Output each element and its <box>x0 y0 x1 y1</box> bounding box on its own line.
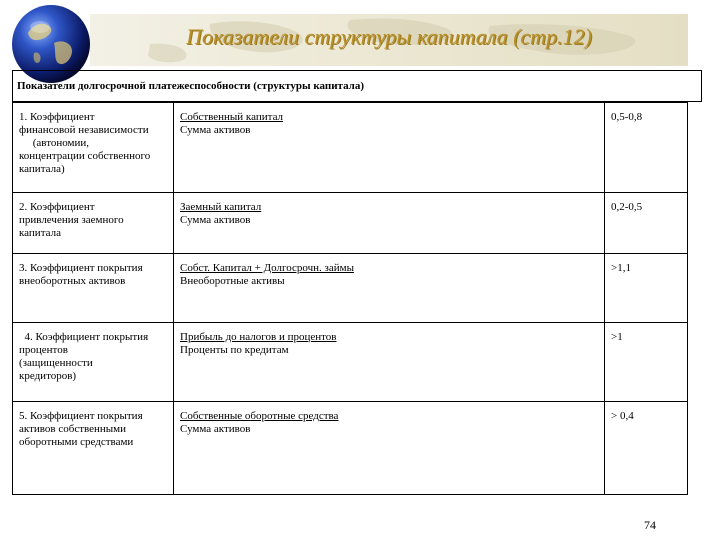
formula-numerator: Собст. Капитал + Долгосрочн. займы <box>180 262 354 274</box>
ratio-name-line: оборотными средствами <box>19 436 134 448</box>
ratio-name-line: капитала) <box>19 163 65 175</box>
ratio-formula-cell <box>174 103 605 193</box>
ratio-name-line: 4. Коэффициент покрытия <box>19 331 149 343</box>
ratio-formula-cell <box>174 323 605 402</box>
ratio-name-cell <box>13 323 174 402</box>
ratio-norm-cell: 0,2-0,5 <box>605 193 688 254</box>
ratio-name-line: (автономии, <box>19 137 90 149</box>
table-row <box>13 103 688 193</box>
ratio-norm-cell: >1,1 <box>605 254 688 323</box>
ratio-formula-cell <box>174 254 605 323</box>
ratio-name-line: привлечения заемного <box>19 214 124 226</box>
formula-numerator: Собственные оборотные средства <box>180 410 339 422</box>
ratio-name-cell <box>13 103 174 193</box>
ratio-name-line: 2. Коэффициент <box>19 201 95 213</box>
ratio-name-line: финансовой независимости <box>19 124 149 136</box>
ratio-formula-cell <box>174 193 605 254</box>
ratio-name-line: 5. Коэффициент покрытия <box>19 410 143 422</box>
formula-denominator: Внеоборотные активы <box>180 275 285 287</box>
ratio-name-line: 1. Коэффициент <box>19 111 95 123</box>
title-banner <box>90 14 688 66</box>
formula-denominator: Сумма активов <box>180 423 251 435</box>
formula-numerator: Заемный капитал <box>180 201 262 213</box>
ratio-name-cell <box>13 254 174 323</box>
page-number: 74 <box>644 518 656 532</box>
ratio-name-line: (защищенности <box>19 357 93 369</box>
formula-numerator: Прибыль до налогов и процентов <box>180 331 337 343</box>
ratio-name-cell <box>13 193 174 254</box>
ratios-table <box>12 102 688 495</box>
slide-title: Показатели структуры капитала (стр.12) <box>186 24 592 49</box>
table-row <box>13 323 688 402</box>
ratio-norm-cell: >1 <box>605 323 688 402</box>
formula-denominator: Сумма активов <box>180 124 251 136</box>
ratio-name-line: капитала <box>19 227 61 239</box>
table-row <box>13 193 688 254</box>
ratio-name-line: концентрации собственного <box>19 150 151 162</box>
ratio-formula-cell <box>174 402 605 495</box>
formula-denominator: Проценты по кредитам <box>180 344 289 356</box>
ratio-name-line: активов собственными <box>19 423 127 435</box>
formula-numerator: Собственный капитал <box>180 111 284 123</box>
table-row <box>13 402 688 495</box>
ratio-name-cell <box>13 402 174 495</box>
ratio-name-line: 3. Коэффициент покрытия <box>19 262 143 274</box>
ratio-name-line: внеоборотных активов <box>19 275 126 287</box>
ratio-name-line: кредиторов) <box>19 370 77 382</box>
table-row <box>13 254 688 323</box>
ratio-name-line: процентов <box>19 344 68 356</box>
section-header: Показатели долгосрочной платежеспособности (структуры капитала) <box>12 70 702 102</box>
ratio-norm-cell: 0,5-0,8 <box>605 103 688 193</box>
ratio-norm-cell: > 0,4 <box>605 402 688 495</box>
formula-denominator: Сумма активов <box>180 214 251 226</box>
